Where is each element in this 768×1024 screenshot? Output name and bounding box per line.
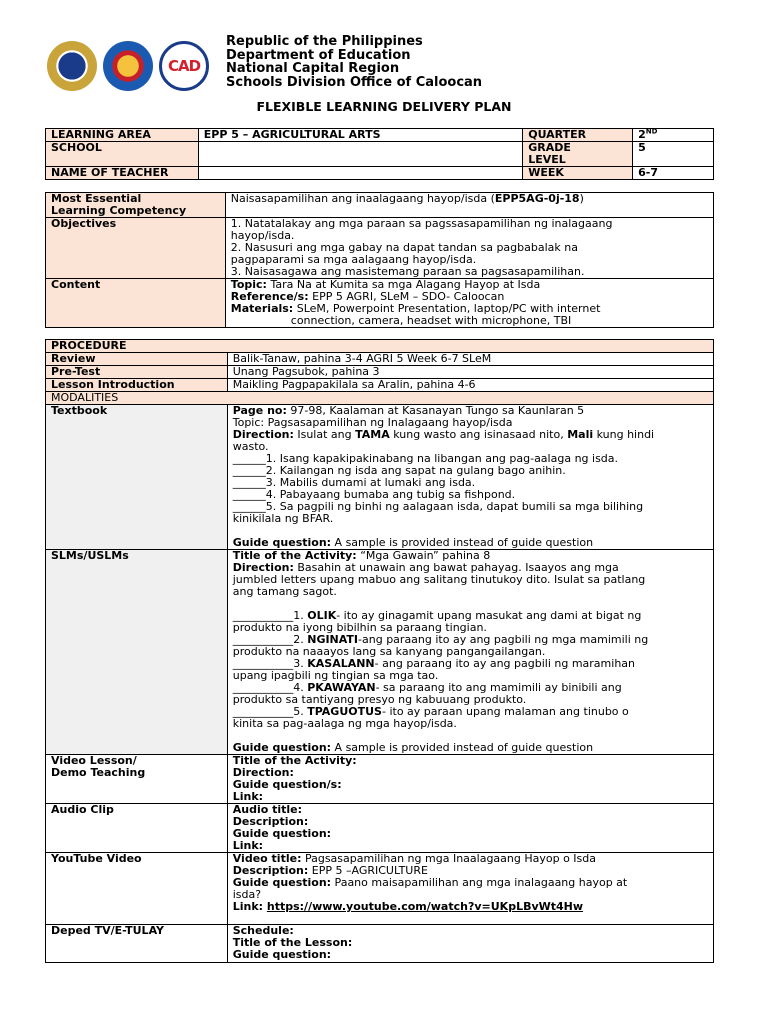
textbook-label: Textbook: [46, 405, 228, 550]
agency-line: Schools Division Office of Caloocan: [226, 74, 483, 90]
textbook-guide: [233, 537, 708, 549]
cad-logo-text: CAD: [167, 57, 201, 75]
division-seal-logo: [103, 41, 153, 91]
deped-content: [227, 925, 713, 963]
video-label-2: Demo Teaching: [51, 766, 146, 779]
slm-direction-line: Basahin at unawain ang bawat pahayag. Isaayos ang mga: [293, 561, 619, 574]
objective-line: 1. Natatalakay ang mga paraan sa pagssasapamilihan ng inalagaang: [230, 217, 613, 230]
reference-value: EPP 5 AGRI, SLeM – SDO- Caloocan: [308, 290, 505, 303]
textbook-item: ______2. Kailangan ng isda ang sapat na gulang bago anihin.: [232, 464, 566, 477]
textbook-item: ______3. Mabilis dumami at lumaki ang isda.: [232, 476, 476, 489]
audio-content: [227, 804, 713, 853]
youtube-link-label: Link:: [232, 900, 267, 913]
objective-line: 3. Naisasagawa ang masistemang paraan sa pagsasapamilihan.: [230, 265, 585, 278]
slm-item-blank: ___________3.: [232, 657, 308, 670]
slm-item-blank: ___________5.: [232, 705, 308, 718]
deped-seal-logo: [47, 41, 97, 91]
textbook-page-value: 97-98, Kaalaman at Kasanayan Tungo sa Kaunlaran 5: [286, 404, 585, 417]
textbook-direction-b: kung wasto ang isinasaad nito,: [389, 428, 568, 441]
pretest-label: Pre-Test: [46, 366, 228, 379]
slm-item-word: KASALANN: [307, 657, 375, 670]
slm-item-word: TPAGUOTUS: [307, 705, 382, 718]
document-title: FLEXIBLE LEARNING DELIVERY PLAN: [256, 99, 512, 114]
materials-value-2: connection, camera, headset with microphone, TBI: [290, 314, 572, 327]
objectives-value: [225, 218, 713, 279]
slm-title-value: “Mga Gawain” pahina 8: [356, 549, 491, 562]
document-header: [45, 33, 725, 93]
youtube-guide-label: Guide question:: [232, 876, 332, 889]
youtube-desc-label: Description:: [232, 864, 309, 877]
textbook-direction: [233, 429, 708, 441]
mec-label-1: Most Essential: [51, 192, 142, 205]
audio-line: Link:: [232, 839, 264, 852]
teacher-value: [198, 167, 522, 180]
quarter-number: 2: [638, 128, 646, 141]
slm-label: SLMs/USLMs: [46, 550, 228, 755]
school-value: [198, 142, 522, 167]
video-line: Link:: [232, 790, 264, 803]
content-label: Content: [46, 279, 226, 328]
audio-label: Audio Clip: [46, 804, 228, 853]
slm-title-label: Title of the Activity:: [232, 549, 357, 562]
youtube-guide-line: [233, 877, 708, 889]
slm-guide-value: A sample is provided instead of guide question: [331, 741, 594, 754]
grade-label-1: GRADE: [528, 141, 571, 154]
slm-item-word: NGINATI: [307, 633, 359, 646]
cad-logo: [159, 41, 209, 91]
deped-line: Guide question:: [232, 948, 332, 961]
quarter-ordinal: ND: [645, 127, 658, 136]
slm-item-blank: ___________4.: [232, 681, 308, 694]
youtube-guide-value-2: isda?: [232, 888, 262, 901]
audio-line: Audio title:: [232, 803, 303, 816]
slm-item-word: PKAWAYAN: [307, 681, 376, 694]
procedure-table: [45, 339, 714, 963]
textbook-direction-label: Direction:: [232, 428, 294, 441]
slm-item-blank: ___________1.: [232, 609, 308, 622]
quarter-label: QUARTER: [523, 129, 633, 142]
materials-line-2: [231, 315, 708, 327]
video-line: Direction:: [232, 766, 294, 779]
textbook-guide-value: A sample is provided instead of guide question: [331, 536, 594, 549]
objectives-label: Objectives: [46, 218, 226, 279]
objective-line: pagpaparami sa mga aalagaang hayop/isda.: [230, 253, 477, 266]
mec-close: ): [579, 192, 584, 205]
objective-line: 2. Nasusuri ang mga gabay na dapat tandan sa pagbabalak na: [230, 241, 578, 254]
slm-direction-line: ang tamang sagot.: [232, 585, 337, 598]
slm-item-cont: produkto na iyong bibilhin sa paraang tingian.: [232, 621, 487, 634]
slm-item-rest: - ito ay paraan upang malaman ang tinubo o: [381, 705, 629, 718]
deped-line: Title of the Lesson:: [232, 936, 353, 949]
slm-content: [227, 550, 713, 755]
youtube-link-line: [233, 901, 708, 913]
slm-guide-label: Guide question:: [232, 741, 332, 754]
mec-label-2: Learning Competency: [51, 204, 187, 217]
materials-value: SLeM, Powerpoint Presentation, laptop/PC with internet: [293, 302, 601, 315]
logo-row: [47, 41, 209, 91]
agency-line: Republic of the Philippines: [226, 34, 423, 49]
slm-item-rest: - ang paraang ito ay ang pagbili ng maramihan: [374, 657, 636, 670]
week-label: WEEK: [523, 167, 633, 180]
video-line: Guide question/s:: [232, 778, 342, 791]
youtube-label: YouTube Video: [46, 853, 228, 925]
audio-line: Guide question:: [232, 827, 332, 840]
slm-item-cont: produkto sa tantiyang presyo ng kabuuang produkto.: [232, 693, 527, 706]
competency-table: [45, 192, 714, 328]
grade-label-2: LEVEL: [528, 153, 566, 166]
review-label: Review: [46, 353, 228, 366]
slm-item-word: OLIK: [307, 609, 337, 622]
textbook-item: kinikilala ng BFAR.: [232, 512, 334, 525]
agency-block: [226, 35, 482, 89]
youtube-desc-value: EPP 5 –AGRICULTURE: [308, 864, 428, 877]
reference-label: Reference/s:: [230, 290, 309, 303]
week-value: 6-7: [633, 167, 714, 180]
slm-item-cont: produkto na naaayos lang sa kanyang pangangailangan.: [232, 645, 546, 658]
youtube-title-label: Video title:: [232, 852, 302, 865]
slm-guide: [233, 742, 708, 754]
intro-label: Lesson Introduction: [46, 379, 228, 392]
quarter-value: [633, 129, 714, 142]
materials-label: Materials:: [230, 302, 294, 315]
agency-line: Department of Education: [226, 47, 411, 63]
textbook-content: [227, 405, 713, 550]
slm-item-rest: - sa paraang ito ang mamimili ay binibili ang: [375, 681, 622, 694]
intro-value: Maikling Pagpapakilala sa Aralin, pahina 4-6: [227, 379, 713, 392]
slm-item-cont: upang ipagbili ng tingian sa mga tao.: [232, 669, 439, 682]
pretest-value: Unang Pagsubok, pahina 3: [227, 366, 713, 379]
youtube-content: [227, 853, 713, 925]
review-value: Balik-Tanaw, pahina 3-4 AGRI 5 Week 6-7 SLeM: [227, 353, 713, 366]
teacher-label: NAME OF TEACHER: [46, 167, 199, 180]
slm-item-blank: ___________2.: [232, 633, 308, 646]
video-label: [46, 755, 228, 804]
video-line: Title of the Activity:: [232, 754, 357, 767]
slm-item-cont: kinita sa pag-aalaga ng mga hayop/isda.: [232, 717, 457, 730]
learning-area-value: EPP 5 – AGRICULTURAL ARTS: [198, 129, 522, 142]
textbook-item: ______1. Isang kapakipakinabang na libangan ang pag-aalaga ng isda.: [232, 452, 619, 465]
video-content: [227, 755, 713, 804]
textbook-direction-c: kung hindi: [593, 428, 655, 441]
grade-label: [523, 142, 633, 167]
school-label: SCHOOL: [46, 142, 199, 167]
textbook-item: ______5. Sa pagpili ng binhi ng aalagaan isda, dapat bumili sa mga bilihing: [232, 500, 644, 513]
youtube-link[interactable]: https://www.youtube.com/watch?v=UKpLBvWt4Hw: [266, 900, 584, 913]
textbook-page-label: Page no:: [232, 404, 287, 417]
grade-value: 5: [633, 142, 714, 167]
audio-line: Description:: [232, 815, 309, 828]
textbook-direction-d: wasto.: [232, 440, 269, 453]
procedure-header: PROCEDURE: [46, 340, 714, 353]
mec-label: [46, 193, 226, 218]
content-value: [225, 279, 713, 328]
textbook-item: ______4. Pabayaang bumaba ang tubig sa fishpond.: [232, 488, 516, 501]
youtube-guide-value: Paano maisapamilihan ang mga inalagaang hayop at: [331, 876, 628, 889]
mec-code: EPP5AG-0j-18: [494, 192, 580, 205]
textbook-mali: Mali: [567, 428, 594, 441]
youtube-title-value: Pagsasapamilihan ng mga Inaalagaang Hayop o Isda: [301, 852, 597, 865]
agency-line: National Capital Region: [226, 61, 400, 76]
textbook-topic: Topic: Pagsasapamilihan ng Inalagaang hayop/isda: [232, 416, 513, 429]
slm-direction-line: jumbled letters upang mabuo ang salitang tinutukoy dito. Isulat sa patlang: [232, 573, 646, 586]
mec-value: [225, 193, 713, 218]
slm-item-rest: -ang paraang ito ay ang pagbili ng mga mamimili ng: [358, 633, 649, 646]
info-table: [45, 128, 714, 180]
slm-item-rest: - ito ay ginagamit upang masukat ang dami at bigat ng: [336, 609, 642, 622]
deped-label: Deped TV/E-TULAY: [46, 925, 228, 963]
modalities-header: MODALITIES: [46, 392, 714, 405]
topic-label: Topic:: [230, 278, 267, 291]
topic-value: Tara Na at Kumita sa mga Alagang Hayop at Isda: [266, 278, 541, 291]
textbook-tama: TAMA: [355, 428, 390, 441]
textbook-direction-a: Isulat ang: [293, 428, 356, 441]
learning-area-label: LEARNING AREA: [46, 129, 199, 142]
objective-line: hayop/isda.: [230, 229, 295, 242]
textbook-guide-label: Guide question:: [232, 536, 332, 549]
deped-line: Schedule:: [232, 924, 294, 937]
video-label-1: Video Lesson/: [51, 754, 137, 767]
mec-text: Naisasapamilihan ang inaalagaang hayop/isda (: [230, 192, 495, 205]
slm-direction-label: Direction:: [232, 561, 294, 574]
